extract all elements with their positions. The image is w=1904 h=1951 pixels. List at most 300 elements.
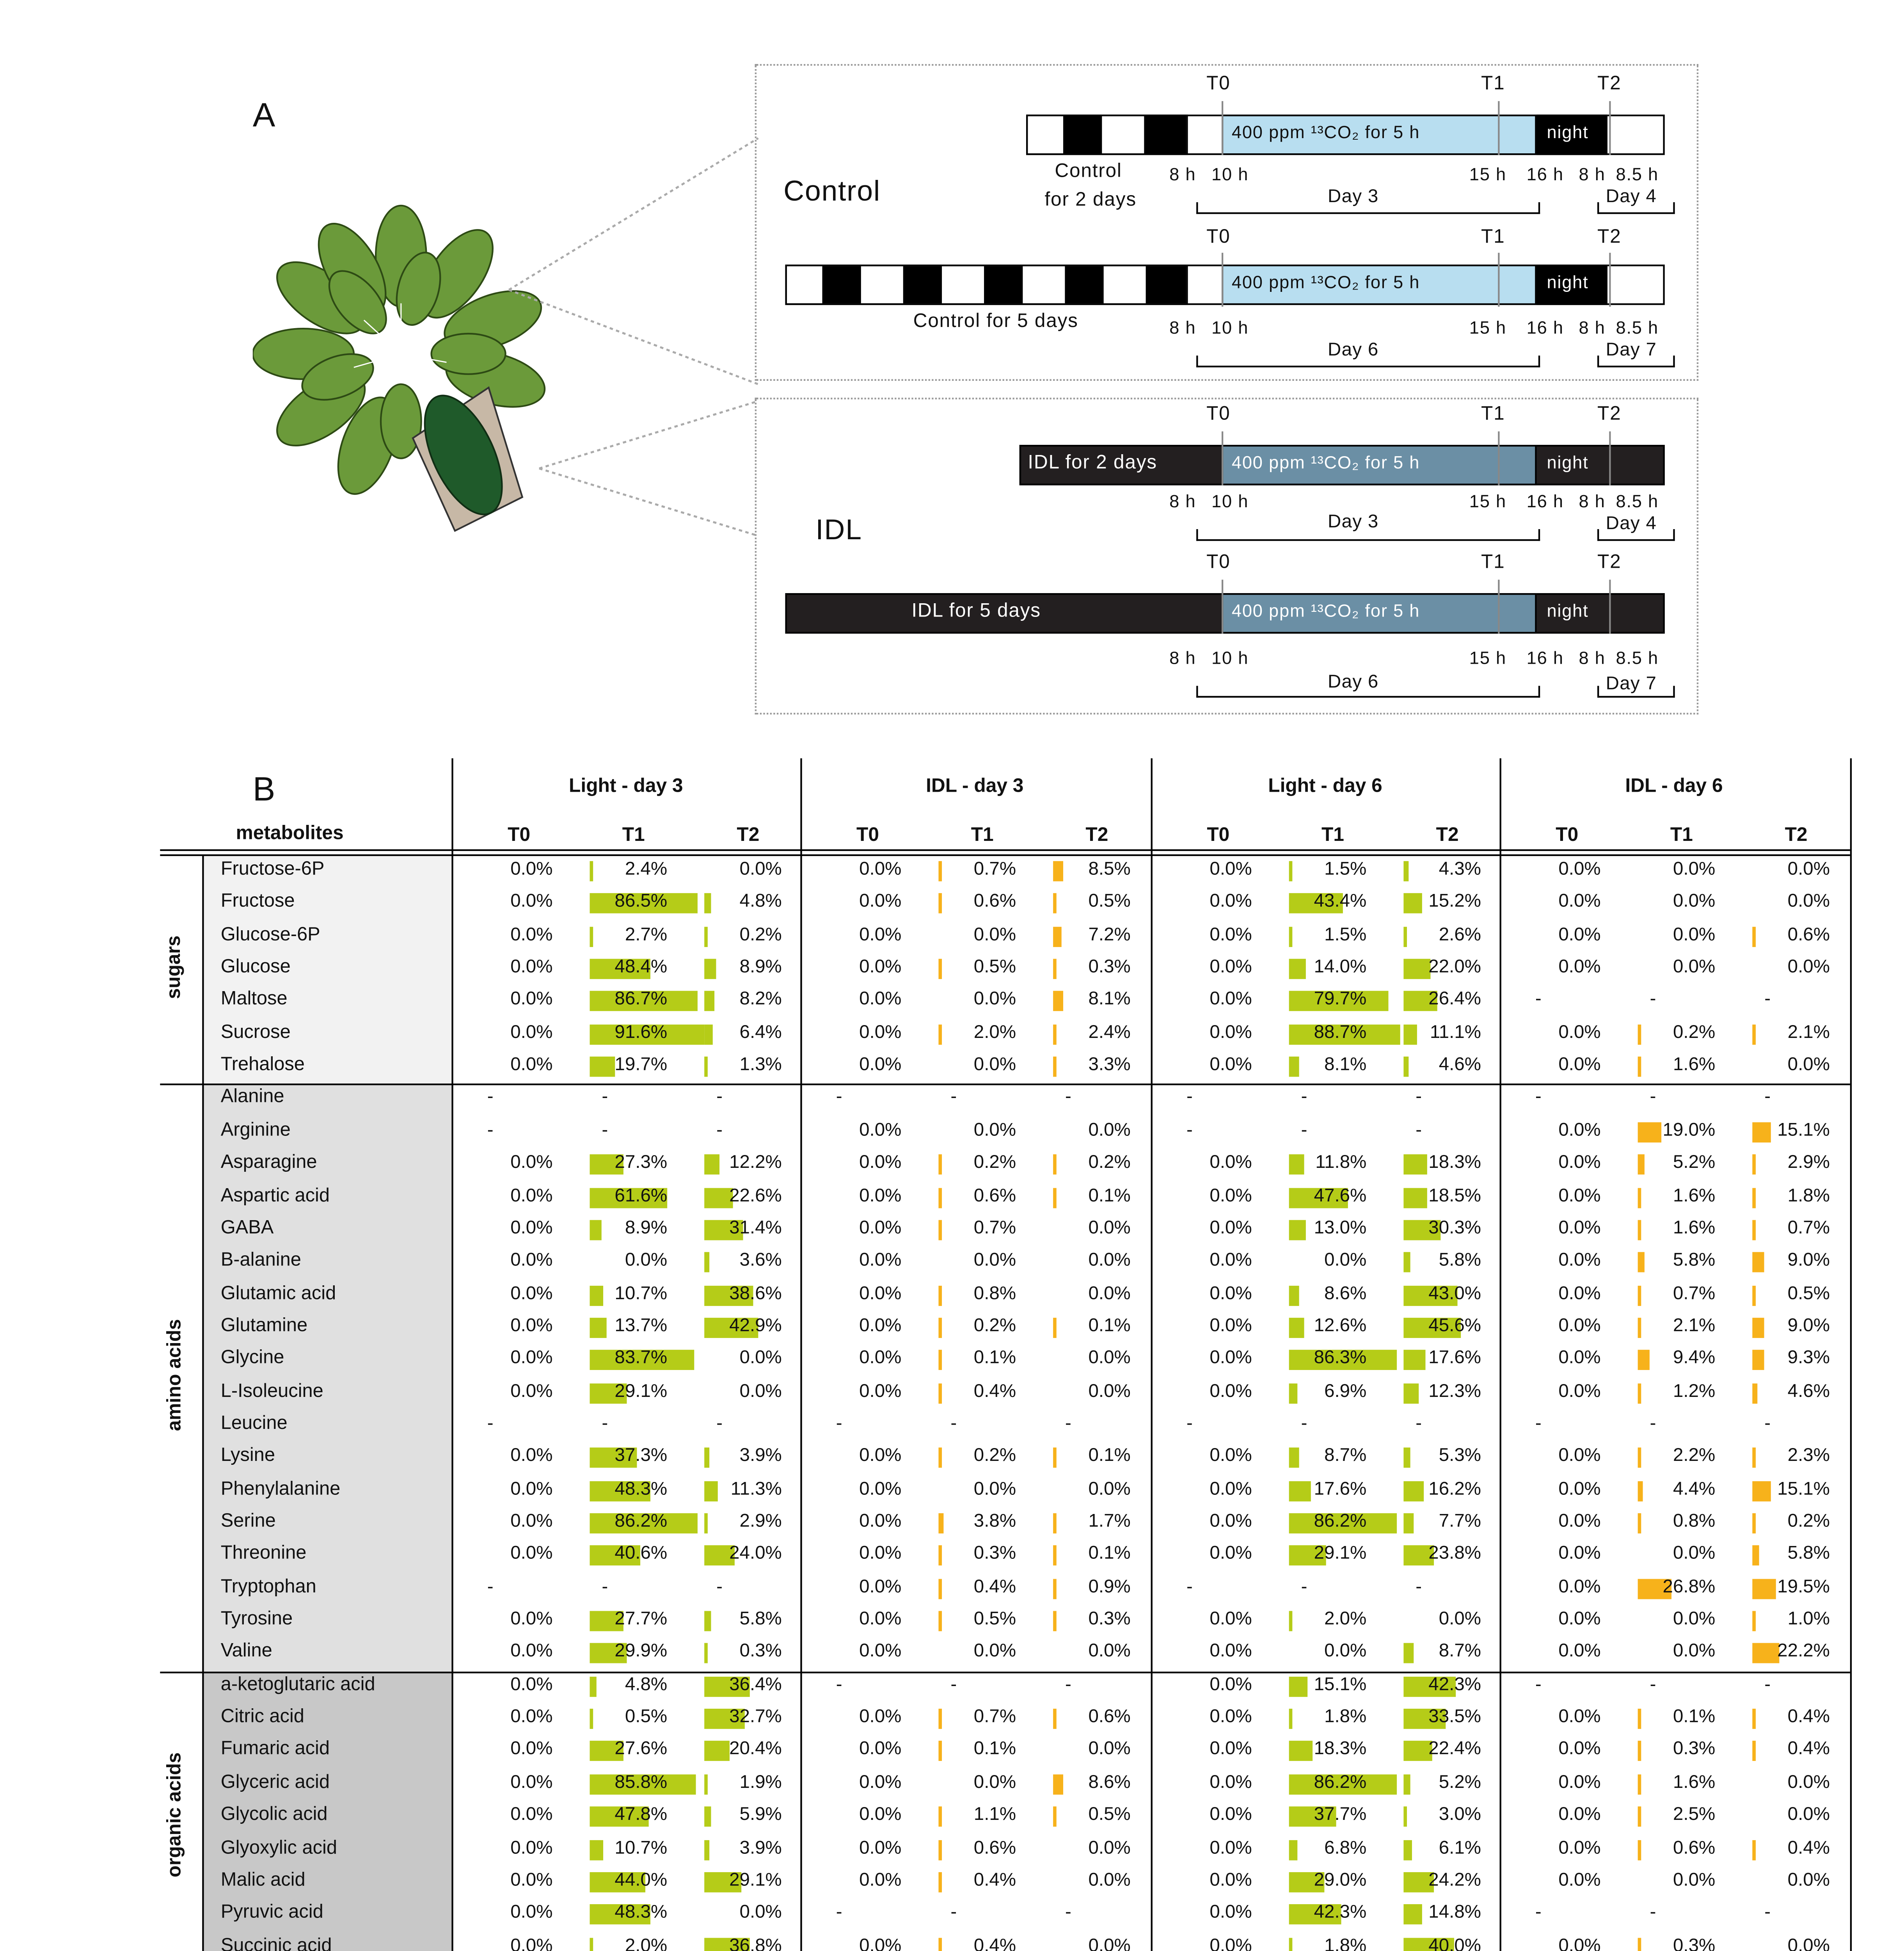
table-cell: 0.0% — [1088, 1283, 1131, 1304]
table-cell: 0.0% — [1558, 1153, 1601, 1173]
table-cell: - — [1065, 1087, 1071, 1108]
table-cell: 0.0% — [859, 1022, 902, 1043]
table-cell: 32.7% — [729, 1707, 782, 1727]
header-divider-2 — [160, 855, 1850, 856]
column-divider — [1500, 758, 1501, 1951]
table-cell: 0.7% — [973, 859, 1016, 880]
table-cell: 27.6% — [615, 1740, 668, 1760]
t1-label: T1 — [1481, 227, 1505, 248]
table-cell: 0.0% — [1673, 957, 1716, 977]
table-cell: 47.8% — [615, 1805, 668, 1825]
table-cell: 0.0% — [1088, 1740, 1131, 1760]
table-cell: 1.3% — [739, 1055, 782, 1075]
hour-label: 10 h — [1211, 649, 1249, 669]
table-cell: 8.1% — [1088, 990, 1131, 1010]
table-cell: 0.8% — [973, 1283, 1016, 1304]
table-cell: 0.0% — [510, 957, 553, 977]
table-cell: 0.0% — [1558, 1479, 1601, 1499]
table-cell: 0.0% — [510, 1772, 553, 1793]
table-cell: 16.2% — [1428, 1479, 1481, 1499]
control-label: Control — [783, 175, 881, 208]
timepoint-header: T2 — [737, 826, 760, 846]
category-label: sugars — [165, 935, 185, 999]
hour-label: 16 h — [1526, 492, 1564, 512]
table-cell: 0.0% — [510, 1153, 553, 1173]
idl-5-days-label: IDL for 5 days — [911, 601, 1041, 622]
table-cell: 0.4% — [973, 1576, 1016, 1597]
table-cell: 0.0% — [859, 1251, 902, 1271]
table-cell: 0.0% — [510, 1348, 553, 1369]
table-cell: 19.7% — [615, 1055, 668, 1075]
timepoint-header: T1 — [1321, 826, 1344, 846]
table-cell: 8.6% — [1088, 1772, 1131, 1793]
table-cell: 0.0% — [510, 1185, 553, 1206]
table-cell: 0.0% — [1088, 1348, 1131, 1369]
table-cell: 0.3% — [1673, 1740, 1716, 1760]
t2-label: T2 — [1597, 74, 1622, 94]
table-cell: 6.8% — [1324, 1837, 1367, 1858]
table-cell: 0.0% — [1210, 1674, 1252, 1695]
group-header: IDL - day 3 — [926, 776, 1024, 797]
table-cell: 0.0% — [739, 859, 782, 880]
metabolite-name: Glucose — [220, 957, 291, 977]
table-cell: 0.0% — [859, 1805, 902, 1825]
table-cell: 0.0% — [739, 1381, 782, 1402]
hour-label: 8 h — [1169, 318, 1196, 339]
table-cell: 0.0% — [1210, 1544, 1252, 1565]
table-cell: 8.5% — [1088, 859, 1131, 880]
table-cell: 86.2% — [615, 1511, 668, 1532]
day-label: Day 3 — [1328, 512, 1379, 533]
table-cell: 27.3% — [615, 1153, 668, 1173]
table-cell: 0.4% — [973, 1381, 1016, 1402]
table-cell: 3.0% — [1439, 1805, 1481, 1825]
table-cell: 85.8% — [615, 1772, 668, 1793]
metabolite-name: Malic acid — [220, 1870, 305, 1891]
co2-label: 400 ppm ¹³CO₂ for 5 h — [1231, 601, 1420, 622]
table-cell: - — [836, 1903, 842, 1923]
table-cell: 0.0% — [859, 1576, 902, 1597]
table-cell: 0.0% — [1558, 924, 1601, 945]
table-cell: - — [487, 1576, 494, 1597]
hour-label: 8.5 h — [1616, 318, 1659, 339]
metabolite-name: Fumaric acid — [220, 1740, 330, 1760]
day-label: Day 7 — [1606, 340, 1657, 361]
table-cell: 0.0% — [973, 1772, 1016, 1793]
table-cell: 18.3% — [1428, 1153, 1481, 1173]
table-cell: 0.1% — [973, 1740, 1016, 1760]
table-cell: 0.0% — [1673, 1642, 1716, 1662]
table-cell: 7.2% — [1088, 924, 1131, 945]
table-cell: - — [602, 1576, 608, 1597]
table-cell: 5.9% — [739, 1805, 782, 1825]
table-cell: 36.8% — [729, 1935, 782, 1951]
table-cell: 0.7% — [1673, 1283, 1716, 1304]
table-cell: 2.2% — [1673, 1446, 1716, 1467]
control-2-days-label: Control — [1055, 162, 1122, 182]
t2-label: T2 — [1597, 227, 1622, 248]
table-cell: 43.4% — [1314, 892, 1367, 912]
category-label: organic acids — [165, 1752, 186, 1877]
table-cell: 0.0% — [859, 1740, 902, 1760]
table-cell: 40.6% — [615, 1544, 668, 1565]
table-cell: 0.4% — [973, 1870, 1016, 1891]
timepoint-header: T1 — [971, 826, 994, 846]
table-cell: 0.0% — [1558, 1544, 1601, 1565]
table-cell: 0.7% — [1787, 1218, 1830, 1238]
timepoint-header: T2 — [1436, 826, 1459, 846]
table-cell: 9.3% — [1787, 1348, 1830, 1369]
t2-label: T2 — [1597, 553, 1622, 573]
timepoint-header: T0 — [508, 826, 531, 846]
metabolite-name: Pyruvic acid — [220, 1903, 323, 1923]
table-cell: 7.7% — [1439, 1511, 1481, 1532]
table-cell: 42.9% — [729, 1316, 782, 1336]
table-cell: 15.1% — [1777, 1479, 1830, 1499]
hour-label: 8 h — [1579, 165, 1606, 186]
table-cell: 1.6% — [1673, 1218, 1716, 1238]
table-cell: - — [716, 1120, 723, 1141]
timepoint-header: T2 — [1785, 826, 1808, 846]
table-cell: 3.3% — [1088, 1055, 1131, 1075]
table-cell: - — [1186, 1414, 1193, 1434]
table-cell: 79.7% — [1314, 990, 1367, 1010]
metabolite-name: L-Isoleucine — [220, 1381, 323, 1402]
hour-label: 16 h — [1526, 318, 1564, 339]
table-cell: 4.4% — [1673, 1479, 1716, 1499]
category-column-edge — [202, 855, 204, 1951]
table-cell: 0.0% — [1210, 1381, 1252, 1402]
metabolite-name: Glycine — [220, 1348, 284, 1369]
table-cell: 0.0% — [510, 1935, 553, 1951]
table-cell: 26.8% — [1662, 1576, 1716, 1597]
table-cell: 0.0% — [1088, 1479, 1131, 1499]
metabolite-name: Arginine — [220, 1120, 291, 1141]
metabolite-name: Lysine — [220, 1446, 275, 1467]
table-cell: 15.1% — [1314, 1674, 1367, 1695]
table-cell: 0.0% — [1558, 1348, 1601, 1369]
table-cell: 0.4% — [1787, 1707, 1830, 1727]
table-cell: 0.6% — [1673, 1837, 1716, 1858]
table-cell: 0.0% — [859, 1935, 902, 1951]
table-cell: 1.5% — [1324, 859, 1367, 880]
metabolite-name: Glyceric acid — [220, 1772, 330, 1793]
table-cell: 0.0% — [510, 1642, 553, 1662]
metabolite-name: Fructose — [220, 892, 295, 912]
table-cell: 0.0% — [1210, 1870, 1252, 1891]
hour-label: 16 h — [1526, 649, 1564, 669]
table-cell: 0.0% — [1673, 859, 1716, 880]
table-cell: 0.0% — [510, 1381, 553, 1402]
table-cell: - — [1535, 1674, 1542, 1695]
table-cell: 0.0% — [1210, 892, 1252, 912]
table-cell: 0.0% — [1787, 1055, 1830, 1075]
table-cell: 0.0% — [510, 1903, 553, 1923]
table-cell: - — [1416, 1576, 1422, 1597]
table-cell: - — [1764, 1674, 1771, 1695]
table-cell: 5.8% — [739, 1609, 782, 1630]
metabolite-name: Glutamine — [220, 1316, 308, 1336]
metabolite-name: GABA — [220, 1218, 274, 1238]
table-cell: 0.0% — [859, 1348, 902, 1369]
table-cell: 1.6% — [1673, 1185, 1716, 1206]
table-cell: - — [487, 1087, 494, 1108]
table-cell: 2.9% — [1787, 1153, 1830, 1173]
table-cell: 0.2% — [1787, 1511, 1830, 1532]
table-cell: 18.5% — [1428, 1185, 1481, 1206]
table-cell: 0.0% — [1558, 957, 1601, 977]
table-cell: 2.6% — [1439, 924, 1481, 945]
table-cell: - — [1186, 1120, 1193, 1141]
table-cell: - — [1301, 1414, 1307, 1434]
table-cell: - — [716, 1576, 723, 1597]
column-divider — [1151, 758, 1153, 1951]
table-cell: 29.9% — [615, 1642, 668, 1662]
table-cell: 48.3% — [615, 1903, 668, 1923]
table-cell: - — [602, 1120, 608, 1141]
table-cell: 15.1% — [1777, 1120, 1830, 1141]
table-cell: 0.0% — [1558, 1707, 1601, 1727]
timepoint-header: T2 — [1085, 826, 1108, 846]
table-cell: - — [1650, 990, 1656, 1010]
table-cell: 0.0% — [510, 1446, 553, 1467]
table-cell: 0.0% — [510, 1511, 553, 1532]
table-cell: 0.0% — [1210, 1283, 1252, 1304]
metabolite-name: Threonine — [220, 1544, 307, 1565]
t1-label: T1 — [1481, 404, 1505, 425]
hour-label: 8 h — [1579, 649, 1606, 669]
table-cell: 8.7% — [1324, 1446, 1367, 1467]
table-cell: 0.0% — [510, 1805, 553, 1825]
table-cell: - — [1065, 1674, 1071, 1695]
metabolite-name: Citric acid — [220, 1707, 304, 1727]
table-cell: 0.4% — [973, 1935, 1016, 1951]
table-cell: 0.8% — [1673, 1511, 1716, 1532]
table-cell: - — [950, 1674, 957, 1695]
table-cell: 0.0% — [859, 1446, 902, 1467]
table-cell: - — [1650, 1414, 1656, 1434]
table-cell: 9.0% — [1787, 1251, 1830, 1271]
metabolite-name: Glyoxylic acid — [220, 1837, 337, 1858]
table-cell: 0.0% — [510, 1022, 553, 1043]
table-cell: 11.8% — [1315, 1153, 1367, 1173]
table-cell: 0.0% — [859, 1381, 902, 1402]
table-cell: 1.9% — [739, 1772, 782, 1793]
table-cell: 0.0% — [1558, 1055, 1601, 1075]
table-cell: 0.0% — [1558, 1642, 1601, 1662]
table-cell: 0.0% — [1210, 957, 1252, 977]
table-cell: 1.6% — [1673, 1055, 1716, 1075]
table-cell: 0.0% — [1673, 924, 1716, 945]
hour-label: 8.5 h — [1616, 165, 1659, 186]
t2-label: T2 — [1597, 404, 1622, 425]
table-cell: 6.9% — [1324, 1381, 1367, 1402]
table-cell: 2.0% — [1324, 1609, 1367, 1630]
table-cell: - — [836, 1087, 842, 1108]
table-cell: 0.0% — [973, 990, 1016, 1010]
table-cell: 0.0% — [1324, 1251, 1367, 1271]
table-cell: 0.0% — [1558, 1381, 1601, 1402]
table-cell: 1.2% — [1673, 1381, 1716, 1402]
t0-label: T0 — [1206, 227, 1231, 248]
header-divider — [160, 849, 1850, 851]
panel-a-label: A — [252, 98, 275, 135]
day-label: Day 4 — [1606, 187, 1657, 208]
table-cell: - — [950, 1903, 957, 1923]
table-cell: - — [1535, 1414, 1542, 1434]
table-cell: 15.2% — [1428, 892, 1481, 912]
group-header: Light - day 3 — [569, 776, 683, 797]
table-cell: 29.0% — [1314, 1870, 1367, 1891]
table-cell: 0.0% — [1088, 1870, 1131, 1891]
table-cell: 19.0% — [1662, 1120, 1716, 1141]
table-cell: 8.2% — [739, 990, 782, 1010]
table-cell: 8.6% — [1324, 1283, 1367, 1304]
table-cell: 0.0% — [1210, 1055, 1252, 1075]
table-cell: 4.3% — [1439, 859, 1481, 880]
table-cell: - — [1416, 1120, 1422, 1141]
table-cell: 0.0% — [510, 1609, 553, 1630]
table-cell: 10.7% — [615, 1837, 668, 1858]
table-cell: 0.0% — [1558, 892, 1601, 912]
group-header: IDL - day 6 — [1625, 776, 1723, 797]
table-cell: 0.0% — [859, 1544, 902, 1565]
table-cell: 42.3% — [1314, 1903, 1367, 1923]
day-label: Day 7 — [1606, 674, 1657, 695]
group-header: Light - day 6 — [1268, 776, 1382, 797]
table-cell: 22.2% — [1777, 1642, 1830, 1662]
table-cell: - — [836, 1414, 842, 1434]
table-cell: 31.4% — [729, 1218, 782, 1238]
hour-label: 16 h — [1526, 165, 1564, 186]
timepoint-header: T1 — [1670, 826, 1693, 846]
table-cell: 0.0% — [1210, 1903, 1252, 1923]
table-cell: 45.6% — [1428, 1316, 1481, 1336]
idl-2-days-label: IDL for 2 days — [1028, 453, 1157, 474]
table-cell: 0.3% — [1088, 1609, 1131, 1630]
day-label: Day 3 — [1328, 187, 1379, 208]
table-cell: 0.5% — [625, 1707, 668, 1727]
table-cell: 14.0% — [1314, 957, 1367, 977]
t0-label: T0 — [1206, 74, 1231, 94]
hour-label: 8 h — [1579, 318, 1606, 339]
table-cell: 9.4% — [1673, 1348, 1716, 1369]
table-cell: 0.0% — [859, 957, 902, 977]
table-cell: 0.0% — [1787, 1870, 1830, 1891]
night-label: night — [1547, 601, 1589, 622]
table-cell: 0.1% — [973, 1348, 1016, 1369]
table-cell: 0.0% — [1088, 1218, 1131, 1238]
table-cell: 0.5% — [1787, 1283, 1830, 1304]
table-cell: 0.6% — [973, 1837, 1016, 1858]
table-cell: 0.0% — [1558, 1935, 1601, 1951]
table-cell: 0.0% — [1210, 1511, 1252, 1532]
table-cell: 1.8% — [1324, 1935, 1367, 1951]
table-cell: 2.0% — [625, 1935, 668, 1951]
table-cell: 0.6% — [973, 892, 1016, 912]
metabolites-header: metabolites — [236, 824, 344, 844]
table-cell: - — [1650, 1903, 1656, 1923]
t1-label: T1 — [1481, 74, 1505, 94]
table-cell: 17.6% — [1428, 1348, 1481, 1369]
table-cell: 8.1% — [1324, 1055, 1367, 1075]
table-cell: 0.0% — [859, 1511, 902, 1532]
metabolite-name: Tryptophan — [220, 1576, 316, 1597]
co2-label: 400 ppm ¹³CO₂ for 5 h — [1231, 453, 1420, 474]
table-cell: - — [1764, 1087, 1771, 1108]
table-cell: 0.0% — [1558, 1120, 1601, 1141]
table-cell: 0.0% — [1673, 1870, 1716, 1891]
metabolite-name: Valine — [220, 1642, 272, 1662]
table-cell: - — [716, 1414, 723, 1434]
day-label: Day 6 — [1328, 672, 1379, 693]
table-cell: 0.0% — [859, 1055, 902, 1075]
table-cell: 0.0% — [1210, 1251, 1252, 1271]
table-cell: 0.3% — [739, 1642, 782, 1662]
table-cell: 24.2% — [1428, 1870, 1481, 1891]
table-cell: 4.6% — [1439, 1055, 1481, 1075]
table-cell: 0.0% — [625, 1251, 668, 1271]
table-cell: 5.8% — [1673, 1251, 1716, 1271]
table-cell: 43.0% — [1428, 1283, 1481, 1304]
timepoint-header: T1 — [622, 826, 645, 846]
table-cell: 3.9% — [739, 1837, 782, 1858]
table-cell: 2.7% — [625, 924, 668, 945]
table-cell: 27.7% — [615, 1609, 668, 1630]
table-cell: 0.5% — [973, 957, 1016, 977]
table-cell: 5.2% — [1439, 1772, 1481, 1793]
hour-label: 8 h — [1169, 165, 1196, 186]
table-cell: 0.0% — [1558, 1511, 1601, 1532]
table-cell: 0.1% — [1088, 1185, 1131, 1206]
metabolite-name: Phenylalanine — [220, 1479, 341, 1499]
table-cell: 0.0% — [859, 1479, 902, 1499]
table-cell: 29.1% — [1314, 1544, 1367, 1565]
table-cell: 1.8% — [1324, 1707, 1367, 1727]
table-cell: 0.0% — [1558, 1609, 1601, 1630]
table-cell: 29.1% — [729, 1870, 782, 1891]
table-cell: 88.7% — [1314, 1022, 1367, 1043]
table-cell: 0.0% — [1210, 1185, 1252, 1206]
table-cell: - — [1301, 1120, 1307, 1141]
table-cell: 0.0% — [1787, 892, 1830, 912]
table-cell: 0.0% — [973, 924, 1016, 945]
table-cell: 1.7% — [1088, 1511, 1131, 1532]
table-cell: - — [1186, 1576, 1193, 1597]
table-cell: 0.0% — [973, 1251, 1016, 1271]
table-cell: 0.0% — [1088, 1837, 1131, 1858]
table-cell: 0.0% — [510, 859, 553, 880]
t0-label: T0 — [1206, 404, 1231, 425]
table-cell: 5.3% — [1439, 1446, 1481, 1467]
table-cell: 86.3% — [1314, 1348, 1367, 1369]
hour-label: 15 h — [1469, 165, 1507, 186]
table-cell: 0.0% — [859, 1283, 902, 1304]
hour-label: 8.5 h — [1616, 649, 1659, 669]
table-cell: 47.6% — [1314, 1185, 1367, 1206]
table-cell: 0.3% — [1673, 1935, 1716, 1951]
table-cell: 0.0% — [510, 1479, 553, 1499]
table-cell: 6.4% — [739, 1022, 782, 1043]
table-cell: 0.0% — [1088, 1642, 1131, 1662]
table-cell: 0.0% — [1210, 924, 1252, 945]
table-cell: 0.0% — [1324, 1642, 1367, 1662]
table-cell: - — [1301, 1576, 1307, 1597]
table-cell: 44.0% — [615, 1870, 668, 1891]
table-cell: 3.6% — [739, 1251, 782, 1271]
table-cell: 0.0% — [1787, 1772, 1830, 1793]
hour-label: 15 h — [1469, 318, 1507, 339]
